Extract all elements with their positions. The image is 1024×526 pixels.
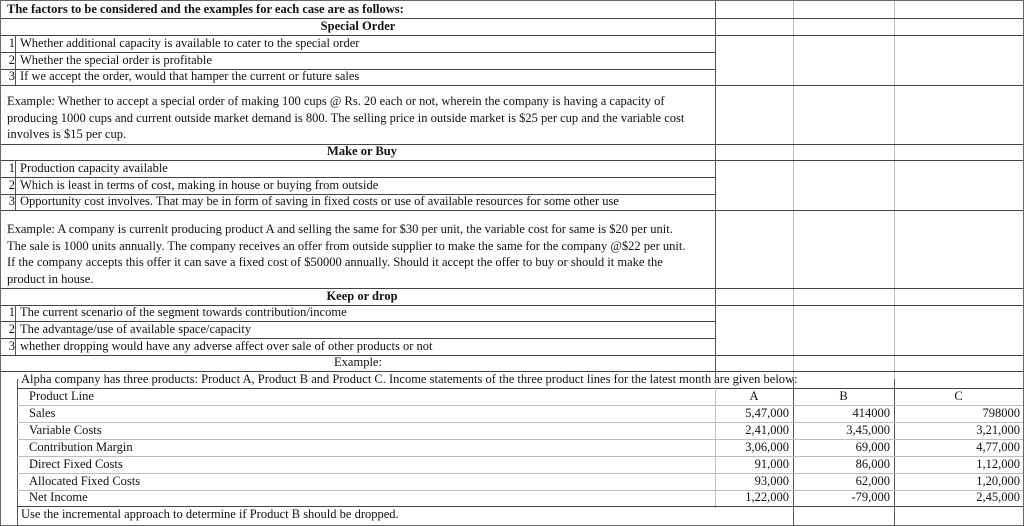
column-header-label: Product Line	[29, 389, 94, 403]
column-header-a: A	[749, 389, 759, 403]
make-or-buy-example: Example: A company is currenlt producing product A and selling the same for $30 per unit, the variable cost for same is $20 per unit. The sale is 1000 units annually. The company receives an offer from outside supplier to make the same for the company @$22 per unit. If the company accepts this offer it can save a fixed cost of $50000 annually. Should it accept the offer to buy or should it make the product in house.	[7, 222, 686, 286]
column-header-c: C	[954, 389, 963, 403]
table-row: Sales 5,47,000 414000 798000	[29, 406, 1020, 420]
table-row: Net Income 1,22,000 -79,000 2,45,000	[29, 490, 1020, 504]
row-divider	[1, 210, 1023, 211]
list-item: 3 If we accept the order, would that hamper the current or future sales	[8, 69, 360, 83]
make-or-buy-title: Make or Buy	[327, 144, 397, 158]
special-order-example: Example: Whether to accept a special order of making 100 cups @ Rs. 20 each or not, wherein the company is having a capacity of producing 1000 cups and current outside market demand is 800. The selling price in outside market is $25 per cup and the variable cost involves is $15 per cup.	[7, 94, 685, 142]
grid-line	[715, 1, 716, 379]
list-item: 1 Whether additional capacity is available to cater to the special order	[8, 36, 360, 50]
list-item: 1 The current scenario of the segment towards contribution/income	[8, 305, 347, 319]
column-header-b: B	[839, 389, 848, 403]
keep-or-drop-title: Keep or drop	[326, 289, 398, 303]
list-item: 2 Whether the special order is profitable	[8, 53, 212, 67]
table-row: Direct Fixed Costs 91,000 86,000 1,12,000	[29, 457, 1020, 471]
question-text: Use the incremental approach to determine if Product B should be dropped.	[21, 507, 399, 521]
list-item: 2 The advantage/use of available space/capacity	[8, 322, 252, 336]
special-order-title: Special Order	[320, 19, 396, 33]
example-intro: Alpha company has three products: Product A, Product B and Product C. Income statements of the three product lines for the latest month are given below:	[21, 372, 798, 386]
table-header-row	[1, 388, 1023, 405]
list-item: 3 whether dropping would have any adverse affect over sale of other products or not	[8, 339, 433, 353]
grid-line	[894, 1, 895, 379]
example-label: Example:	[334, 355, 382, 369]
intro-text: The factors to be considered and the examples for each case are as follows:	[7, 2, 404, 16]
table-row: Allocated Fixed Costs 93,000 62,000 1,20,000	[29, 474, 1020, 488]
list-item: 2 Which is least in terms of cost, making in house or buying from outside	[8, 178, 379, 192]
table-row: Variable Costs 2,41,000 3,45,000 3,21,000	[29, 423, 1020, 437]
grid-line	[793, 1, 794, 379]
list-item: 1 Production capacity available	[8, 161, 168, 175]
list-item: 3 Opportunity cost involves. That may be in form of saving in fixed costs or use of available resources for some other use	[8, 194, 619, 208]
row-divider	[1, 85, 1023, 86]
table-row: Contribution Margin 3,06,000 69,000 4,77,000	[29, 440, 1020, 454]
